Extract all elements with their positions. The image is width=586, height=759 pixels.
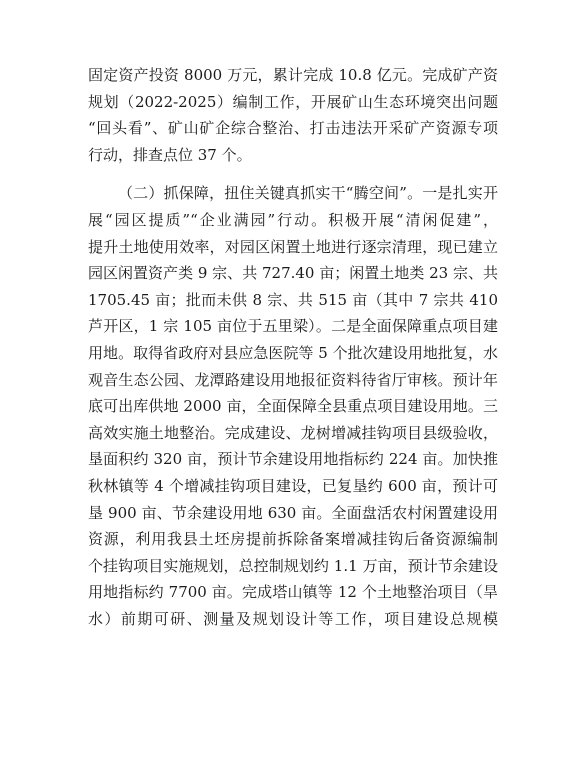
paragraph-line: 个挂钩项目实施规划，总控制规划约 1.1 万亩，预计节余建设 [88,556,498,575]
paragraph-line: 垦 900 亩、节余建设用地 630 亩。全面盘活农村闲置建设用 [88,503,498,522]
paragraph-line: （二）抓保障，扭住关键真抓实干“腾空间”。一是扎实开 [118,184,498,203]
paragraph-line: 用地。取得省政府对县应急医院等 5 个批次建设用地批复，水 [88,343,498,362]
paragraph-line: 提升土地使用效率，对园区闲置土地进行逐宗清理，现已建立 [88,237,498,256]
paragraph-line: 底可出库供地 2000 亩，全面保障全县重点项目建设用地。三 [88,397,498,416]
paragraph-line: 园区闲置资产类 9 宗、共 727.40 亩；闲置土地类 23 宗、共 [88,264,498,283]
paragraph-line: 1705.45 亩；批而未供 8 宗、共 515 亩（其中 7 宗共 410 [88,290,498,309]
document-body [88,62,498,632]
paragraph-line: 垦面积约 320 亩，预计节余建设用地指标约 224 亩。加快推 [88,450,498,469]
paragraph-line: 规划（2022-2025）编制工作，开展矿山生态环境突出问题 [88,92,498,111]
paragraph-line: “回头看”、矿山矿企综合整治、打击违法开采矿产资源专项 [88,119,498,138]
paragraph-line: 芦开区，1 宗 105 亩位于五里梁）。二是全面保障重点项目建 [88,317,498,336]
paragraph-line: 高效实施土地整治。完成建设、龙树增减挂钩项目县级验收， [88,423,498,442]
paragraph-line: 秋林镇等 4 个增减挂钩项目建设，已复垦约 600 亩，预计可 [88,476,498,495]
paragraph-line: 用地指标约 7700 亩。完成塔山镇等 12 个土地整治项目（旱 [88,583,498,602]
paragraph-line: 展“园区提质”“企业满园”行动。积极开展“清闲促建”， [88,210,498,229]
paragraph-1 [88,62,498,168]
paragraph-gap [88,168,498,180]
paragraph-line: 水）前期可研、测量及规划设计等工作，项目建设总规模 [88,609,498,628]
paragraph-line: 行动，排查点位 37 个。 [88,145,252,164]
paragraph-line: 固定资产投资 8000 万元，累计完成 10.8 亿元。完成矿产资 [88,66,498,84]
paragraph-2 [88,180,498,632]
paragraph-line: 资源，利用我县土坯房提前拆除备案增减挂钩后备资源编制 [88,530,498,549]
paragraph-line: 观音生态公园、龙潭路建设用地报征资料待省厅审核。预计年 [88,370,498,389]
